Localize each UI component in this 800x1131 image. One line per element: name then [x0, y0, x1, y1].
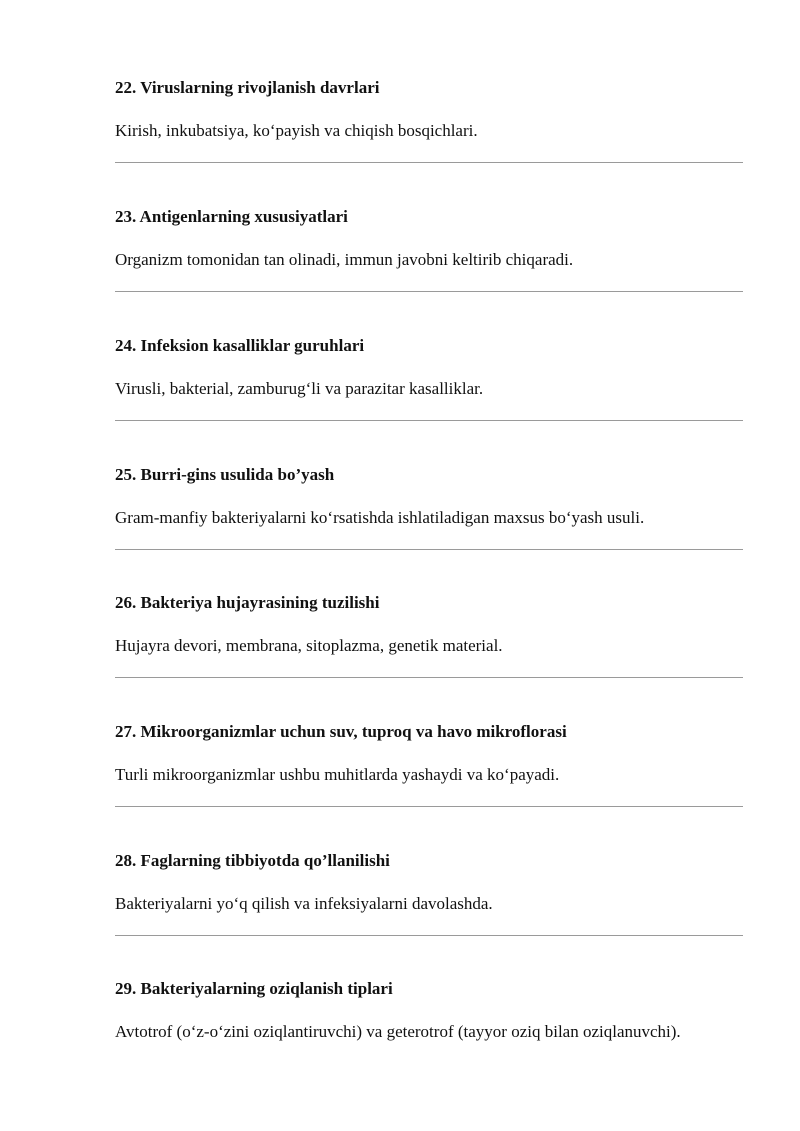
section-heading: 27. Mikroorganizmlar uchun suv, tuproq va havo mikroflorasi — [115, 722, 567, 741]
section-text: Hujayra devori, membrana, sitoplazma, genetik material. — [115, 636, 503, 655]
section-text: Gram-manfiy bakteriyalarni ko‘rsatishda ishlatiladigan maxsus bo‘yash usuli. — [115, 508, 645, 527]
section-heading: 23. Antigenlarning xususiyatlari — [115, 207, 348, 226]
section-text: Bakteriyalarni yo‘q qilish va infeksiyalarni davolashda. — [115, 894, 493, 913]
section-heading: 25. Burri-gins usulida bo’yash — [115, 465, 335, 484]
section-text: Organizm tomonidan tan olinadi, immun javobni keltirib chiqaradi. — [115, 250, 574, 269]
section-heading: 29. Bakteriyalarning oziqlanish tiplari — [115, 979, 393, 998]
horizontal-divider — [115, 806, 743, 807]
section-heading: 28. Faglarning tibbiyotda qo’llanilishi — [115, 851, 390, 870]
section-heading: 22. Viruslarning rivojlanish davrlari — [115, 78, 380, 97]
horizontal-divider — [115, 677, 743, 678]
section-text: Kirish, inkubatsiya, ko‘payish va chiqish bosqichlari. — [115, 121, 478, 140]
section-text: Turli mikroorganizmlar ushbu muhitlarda yashaydi va ko‘payadi. — [115, 765, 560, 784]
horizontal-divider — [115, 935, 743, 936]
horizontal-divider — [115, 291, 743, 292]
horizontal-divider — [115, 420, 743, 421]
section-text: Virusli, bakterial, zamburug‘li va parazitar kasalliklar. — [115, 379, 484, 398]
horizontal-divider — [115, 549, 743, 550]
horizontal-divider — [115, 162, 743, 163]
section-heading: 26. Bakteriya hujayrasining tuzilishi — [115, 593, 380, 612]
section-text: Avtotrof (o‘z-o‘zini oziqlantiruvchi) va geterotrof (tayyor oziq bilan oziqlanuvchi). — [115, 1022, 681, 1041]
section-heading: 24. Infeksion kasalliklar guruhlari — [115, 336, 365, 355]
